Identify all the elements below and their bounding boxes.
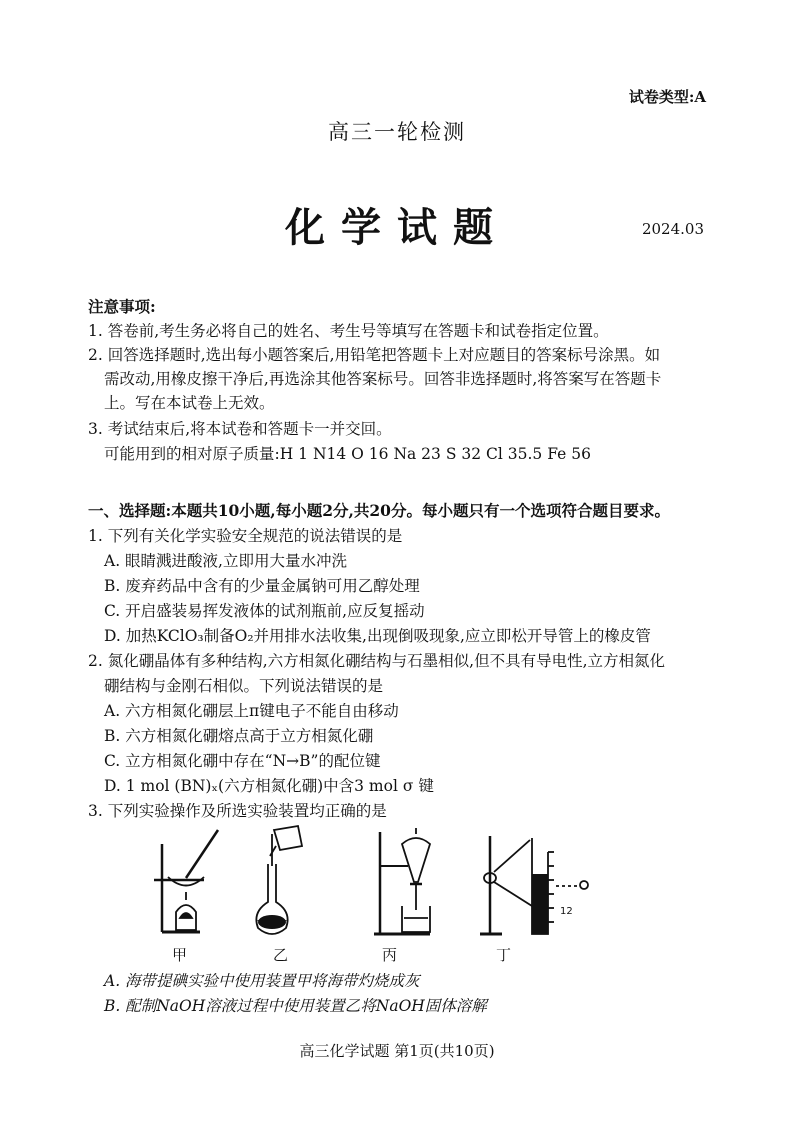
apparatus-ding: [480, 836, 588, 934]
notice-heading: 注意事项:: [88, 297, 156, 316]
notice-item-cont: 需改动,用橡皮擦干净后,再选涂其他答案标号。回答非选择题时,将答案写在答题卡: [104, 370, 662, 388]
notice-item: 1. 答卷前,考生务必将自己的姓名、考生号等填写在答题卡和试卷指定位置。: [88, 322, 609, 340]
section-heading: 一、选择题:本题共10小题,每小题2分,共20分。每小题只有一个选项符合题目要求。: [88, 501, 670, 520]
option: B. 废弃药品中含有的少量金属钠可用乙醇处理: [104, 577, 420, 595]
question-stem: 3. 下列实验操作及所选实验装置均正确的是: [88, 802, 387, 820]
notice-item: 2. 回答选择题时,选出每小题答案后,用铅笔把答题卡上对应题目的答案标号涂黑。如: [88, 346, 661, 364]
figure-label-yi: 乙: [273, 946, 289, 964]
figure-label-ding: 丁: [496, 946, 512, 964]
apparatus-yi: [256, 826, 302, 934]
pre-title: 高三一轮检测: [328, 120, 466, 144]
question-stem: 2. 氮化硼晶体有多种结构,六方相氮化硼结构与石墨相似,但不具有导电性,立方相氮化: [88, 652, 665, 670]
option: A. 眼睛溅进酸液,立即用大量水冲洗: [104, 552, 347, 570]
option: D. 加热KClO₃制备O₂并用排水法收集,出现倒吸现象,应立即松开导管上的橡皮管: [104, 627, 651, 645]
apparatus-figure: [140, 822, 600, 942]
option: A. 六方相氮化硼层上π键电子不能自由移动: [104, 702, 399, 720]
apparatus-bing: [374, 828, 430, 934]
option: C. 开启盛装易挥发液体的试剂瓶前,应反复摇动: [104, 602, 425, 620]
option: D. 1 mol (BN)ₓ(六方相氮化硼)中含3 mol σ 键: [104, 777, 434, 795]
figure-label-jia: 甲: [172, 946, 188, 964]
atomic-mass: 可能用到的相对原子质量:H 1 N14 O 16 Na 23 S 32 Cl 35.5 Fe 56: [104, 445, 591, 463]
notice-item-cont: 上。写在本试卷上无效。: [104, 394, 275, 412]
paper-type: 试卷类型:A: [628, 88, 706, 106]
main-title: 化学试题: [285, 204, 509, 251]
option: B. 配制NaOH溶液过程中使用装置乙将NaOH固体溶解: [104, 997, 487, 1015]
exam-date: 2024.03: [641, 220, 704, 238]
notice-item: 3. 考试结束后,将本试卷和答题卡一并交回。: [88, 420, 392, 438]
page-footer: 高三化学试题 第1页(共10页): [299, 1042, 495, 1060]
option: C. 立方相氮化硼中存在“N→B”的配位键: [104, 752, 381, 770]
option: B. 六方相氮化硼熔点高于立方相氮化硼: [104, 727, 374, 745]
question-stem-cont: 硼结构与金刚石相似。下列说法错误的是: [104, 677, 384, 695]
burette-mark: 12: [560, 906, 573, 917]
apparatus-jia: [154, 830, 218, 932]
question-stem: 1. 下列有关化学实验安全规范的说法错误的是: [88, 527, 403, 545]
option: A. 海带提碘实验中使用装置甲将海带灼烧成灰: [104, 972, 420, 990]
figure-label-bing: 丙: [382, 946, 398, 964]
